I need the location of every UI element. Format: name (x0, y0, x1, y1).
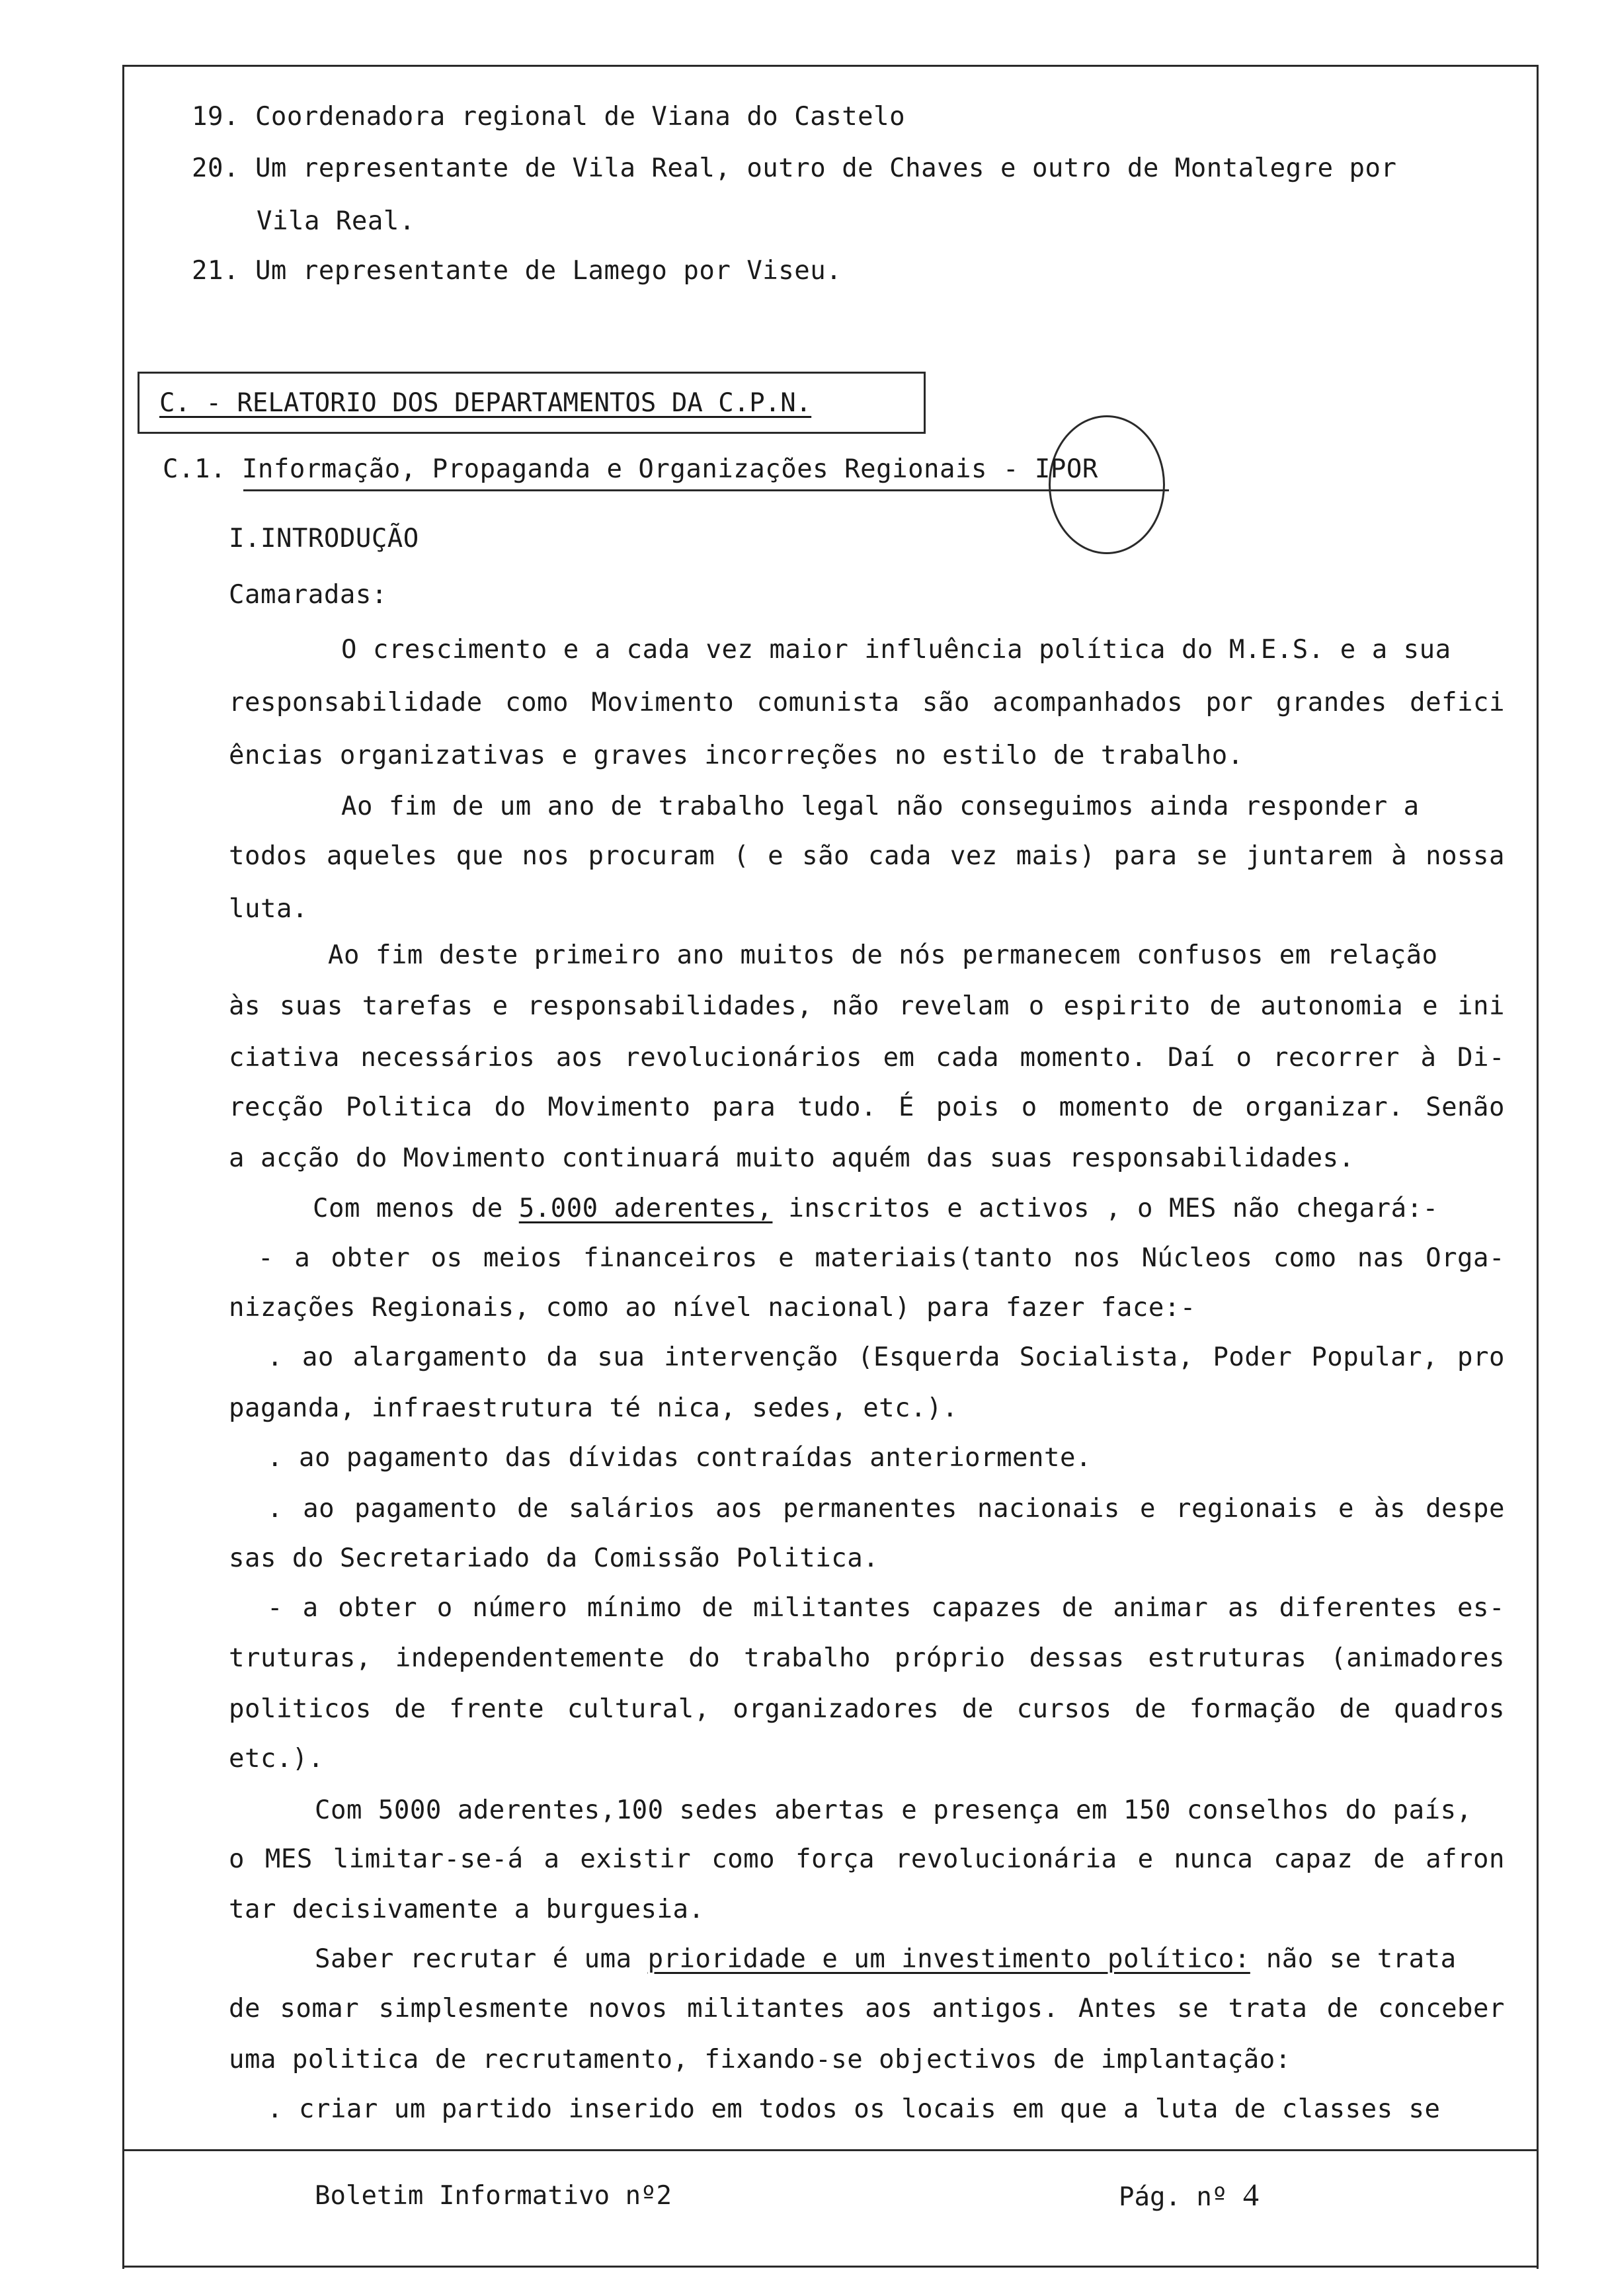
text-run: inscritos e activos , o MES não chegará:- (788, 1194, 1439, 1223)
paragraph-line: paganda, infraestrutura té nica, sedes, etc.). (229, 1393, 959, 1423)
list-item-20-continuation: Vila Real. (257, 206, 415, 236)
paragraph-line: recção Politica do Movimento para tudo. É pois o momento de organizar. Senão (229, 1092, 1505, 1122)
paragraph-line: sas do Secretariado da Comissão Politica. (229, 1543, 879, 1573)
paragraph-line: tar decisivamente a burguesia. (229, 1895, 705, 1924)
paragraph-line: . ao pagamento das dívidas contraídas anteriormente. (267, 1443, 1092, 1473)
page-number: 4 (1242, 2178, 1259, 2213)
paragraph-line: luta. (229, 894, 308, 924)
text-run: Com menos de (313, 1194, 503, 1223)
paragraph-line: - a obter os meios financeiros e materiais(tanto nos Núcleos como nas Orga- (258, 1243, 1505, 1273)
list-item-20 (192, 155, 1397, 181)
paragraph-line: de somar simplesmente novos militantes aos antigos. Antes se trata de conceber (229, 1994, 1505, 2024)
paragraph-line (315, 1946, 1457, 1972)
highlighted-phrase: prioridade e um investimento político: (647, 1944, 1250, 1974)
paragraph-line: ências organizativas e graves incorreções no estilo de trabalho. (229, 741, 1244, 770)
paragraph-line: truturas, independentemente do trabalho próprio dessas estruturas (animadores (229, 1643, 1505, 1673)
list-item-text: Um representante de Lamego por Viseu. (255, 256, 842, 286)
paragraph-line: . criar um partido inserido em todos os locais em que a luta de classes se (267, 2094, 1441, 2124)
paragraph-line: Ao fim de um ano de trabalho legal não conseguimos ainda responder a (341, 792, 1420, 821)
highlighted-phrase: 5.000 aderentes, (518, 1194, 773, 1223)
paragraph-line: . ao pagamento de salários aos permanentes nacionais e regionais e às despe (267, 1494, 1505, 1524)
paragraph-line: ciativa necessários aos revolucionários em cada momento. Daí o recorrer à Di- (229, 1043, 1505, 1073)
list-item-text: Coordenadora regional de Viana do Castelo (255, 102, 906, 132)
paragraph-line: responsabilidade como Movimento comunista são acompanhados por grandes defici (229, 688, 1505, 718)
section-heading-box (138, 372, 926, 434)
paragraph-line: a acção do Movimento continuará muito aquém das suas responsabilidades. (229, 1143, 1355, 1173)
paragraph-line: O crescimento e a cada vez maior influência política do M.E.S. e a sua (341, 635, 1451, 665)
paragraph-line: Com 5000 aderentes,100 sedes abertas e presença em 150 conselhos do país, (315, 1795, 1472, 1825)
intro-heading: I.INTRODUÇÃO (229, 524, 419, 554)
subsection-underline (243, 489, 1169, 491)
list-item-number: 20. (192, 153, 239, 183)
footer-divider (122, 2149, 1537, 2151)
paragraph-line: - a obter o número mínimo de militantes capazes de animar as diferentes es- (267, 1593, 1505, 1623)
list-item-19 (192, 104, 905, 130)
section-heading: C. - RELATORIO DOS DEPARTAMENTOS DA C.P.N. (159, 388, 812, 418)
subsection-separator: - (1002, 454, 1019, 484)
text-run: Saber recrutar é uma (315, 1944, 632, 1974)
subsection-title: Informação, Propaganda e Organizações Regionais (241, 454, 987, 484)
footer-page (1119, 2177, 1259, 2213)
paragraph-line: politicos de frente cultural, organizadores de cursos de formação de quadros (229, 1694, 1505, 1724)
footer-publication: Boletim Informativo nº2 (315, 2181, 672, 2211)
text-run: não se trata (1266, 1944, 1457, 1974)
paragraph-line: etc.). (229, 1744, 324, 1774)
hand-drawn-circle (1049, 415, 1165, 554)
salutation: Camaradas: (229, 580, 387, 610)
paragraph-line: uma politica de recrutamento, fixando-se objectivos de implantação: (229, 2045, 1291, 2074)
paragraph-line: o MES limitar-se-á a existir como força revolucionária e nunca capaz de afron (229, 1844, 1505, 1874)
bottom-divider (122, 2266, 1537, 2268)
list-item-text: Um representante de Vila Real, outro de Chaves e outro de Montalegre por (255, 153, 1397, 183)
list-item-number: 19. (192, 102, 239, 132)
subsection-number: C.1. (163, 454, 226, 484)
paragraph-line: todos aqueles que nos procuram ( e são cada vez mais) para se juntarem à nossa (229, 841, 1505, 871)
subsection-abbreviation: IPOR (1034, 454, 1098, 484)
page-label: Pág. nº (1119, 2182, 1228, 2212)
subsection-heading (163, 456, 1098, 482)
paragraph-line: . ao alargamento da sua intervenção (Esquerda Socialista, Poder Popular, pro (267, 1342, 1505, 1372)
paragraph-line: às suas tarefas e responsabilidades, não revelam o espirito de autonomia e ini (229, 991, 1505, 1021)
paragraph-line: nizações Regionais, como ao nível nacional) para fazer face:- (229, 1293, 1196, 1323)
list-item-number: 21. (192, 256, 239, 286)
paragraph-line (313, 1196, 1439, 1221)
paragraph-line: Ao fim deste primeiro ano muitos de nós permanecem confusos em relação (328, 940, 1438, 970)
list-item-21 (192, 258, 842, 284)
